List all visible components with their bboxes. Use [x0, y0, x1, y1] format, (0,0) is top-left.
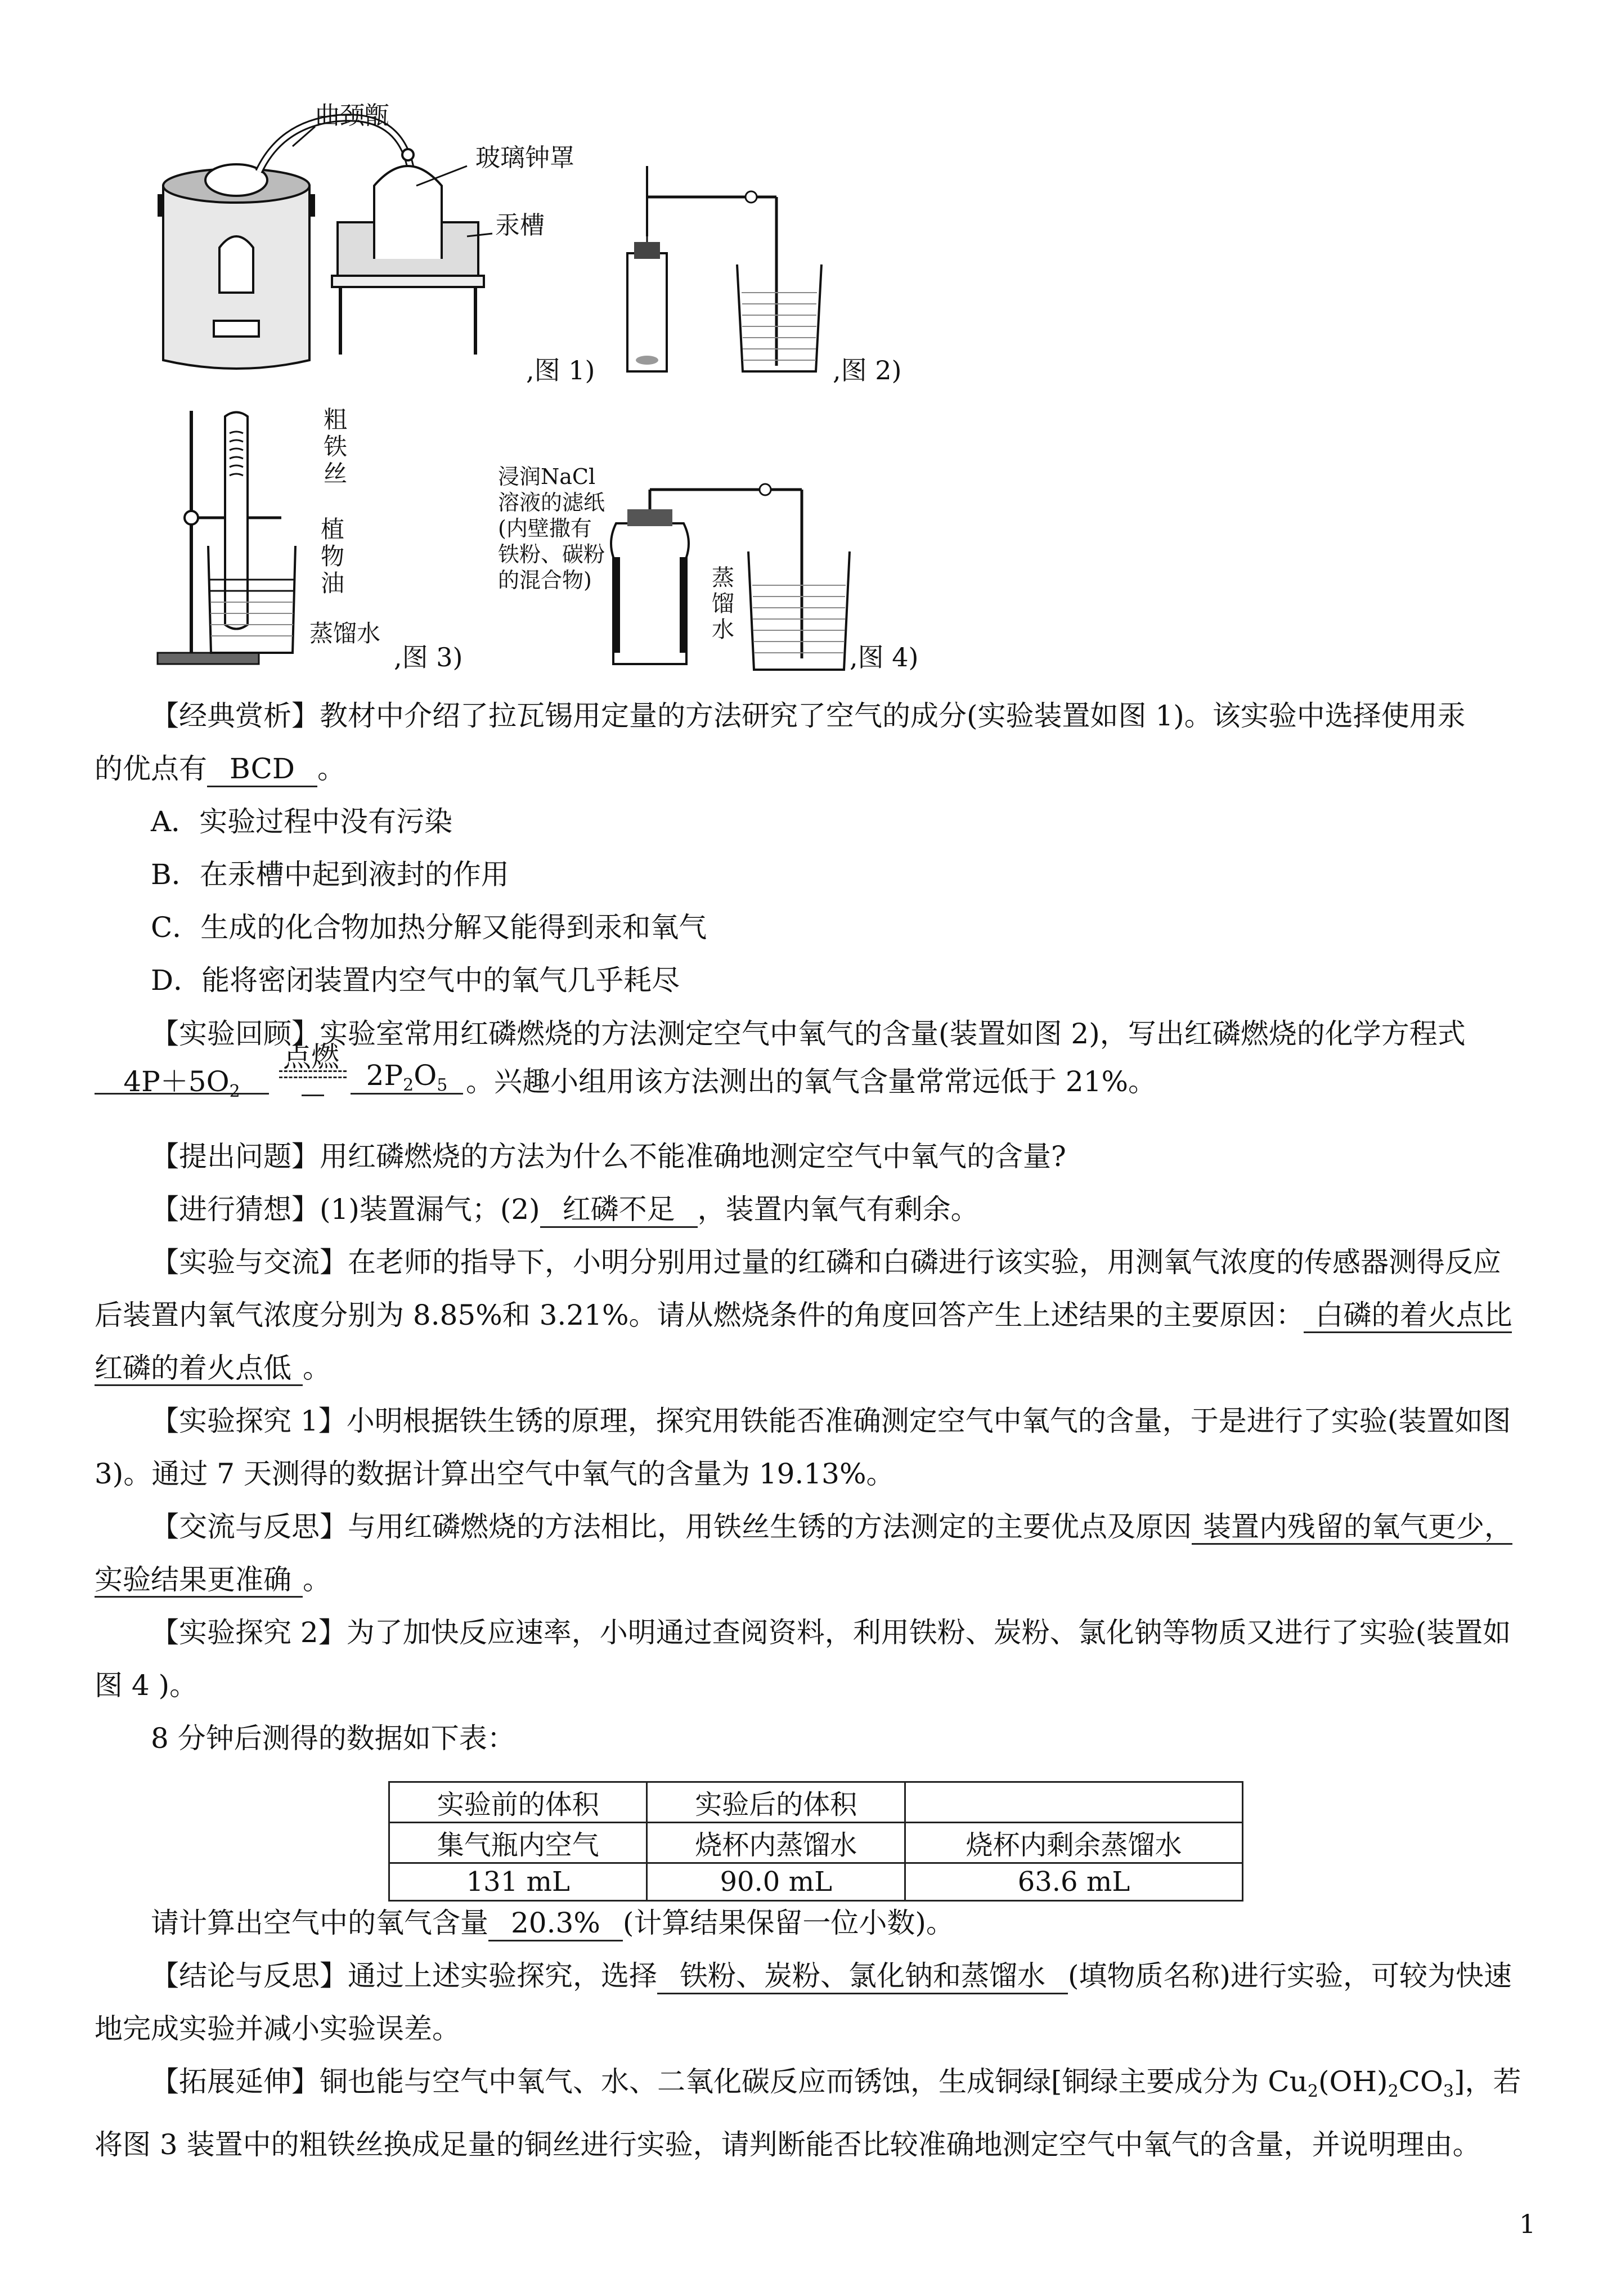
reflect-tag: 【交流与反思】: [151, 1510, 348, 1543]
conclusion-text-2: (填物质名称)进行实验，可较为快速地完成实验并减小实验误差。: [95, 1959, 1512, 2045]
reflect-answer: 装置内残留的氧气更少，实验结果更准确: [95, 1510, 1512, 1598]
label-oil-3: 油: [321, 569, 345, 597]
label-water-1: 蒸: [712, 565, 734, 591]
figure-1-caption: ,图 1): [526, 355, 595, 385]
label-wire-1: 粗: [324, 406, 348, 433]
figure-2-caption: ,图 2): [833, 355, 902, 385]
exchange-text: 在老师的指导下，小明分别用过量的红磷和白磷进行该实验，用测氧气浓度的传感器测得反应后装置内氧气浓度分别为 8.85%和 3.21%。请从燃烧条件的角度回答产生上述结果的主要原因：: [95, 1246, 1501, 1331]
section-explore-1: [95, 1394, 1526, 1500]
option-b: B．在汞槽中起到液封的作用: [151, 858, 509, 891]
guess-text-2: ，装置内氧气有剩余。: [697, 1193, 979, 1226]
figure-2-red-phosphorus-apparatus: [596, 163, 833, 388]
table-cell: 131 mL: [389, 1863, 647, 1901]
label-wire-3: 丝: [324, 460, 348, 487]
option-c: C．生成的化合物加热分解又能得到汞和氧气: [151, 911, 707, 944]
guess-answer: 红磷不足: [540, 1192, 698, 1228]
table-cell: 实验后的体积: [647, 1782, 905, 1823]
extend-text-2: (OH): [1318, 2065, 1388, 2098]
table-cell: 90.0 mL: [647, 1863, 905, 1901]
page-number: 1: [1519, 2209, 1536, 2239]
table-cell: 实验前的体积: [389, 1782, 647, 1823]
section-classic: [95, 689, 1526, 742]
label-oil-1: 植: [321, 515, 345, 543]
exchange-answer: 白磷的着火点比红磷的着火点低: [95, 1299, 1512, 1386]
extend-sub-2: 2: [1387, 2082, 1399, 2101]
label-water-3: 水: [712, 617, 734, 643]
review-after: 。兴趣小组用该方法测出的氧气含量常常远低于 21%。: [466, 1065, 1157, 1098]
section-review: [95, 976, 1526, 1050]
section-conclusion: [95, 1949, 1526, 2055]
table-row: [389, 1863, 1243, 1901]
figure-3-iron-wire-apparatus: [152, 405, 388, 670]
conclusion-tag: 【结论与反思】: [151, 1959, 348, 1992]
label-distilled-water: 蒸馏水: [309, 620, 381, 647]
label-wire-2: 铁: [324, 433, 348, 460]
label-paper-1: 浸润NaCl: [498, 464, 596, 489]
section-guess: [95, 1183, 1526, 1236]
table-cell: 烧杯内剩余蒸馏水: [905, 1823, 1242, 1863]
label-mercury-trough: 汞槽: [495, 211, 545, 240]
classic-tag: 【经典赏析】: [151, 699, 320, 732]
table-cell: 63.6 mL: [905, 1863, 1242, 1901]
explore2-text: 为了加快反应速率，小明通过查阅资料，利用铁粉、炭粉、氯化钠等物质又进行了实验(装置如图 4 )。: [95, 1616, 1511, 1702]
explore2-tag: 【实验探究 2】: [151, 1616, 347, 1649]
classic-prompt: 的优点有: [95, 752, 207, 785]
explore1-text: 小明根据铁生锈的原理，探究用铁能否准确测定空气中氧气的含量，于是进行了实验(装置如图 3)。通过 7 天测得的数据计算出空气中氧气的含量为 19.13%。: [95, 1405, 1511, 1490]
label-bell-jar: 玻璃钟罩: [475, 144, 574, 172]
extend-text-1: 铜也能与空气中氧气、水、二氧化碳反应而锈蚀，生成铜绿[铜绿主要成分为 Cu: [320, 2065, 1308, 2098]
classic-answer-line: [95, 742, 345, 795]
section-calc: [151, 1896, 954, 1949]
section-extend: [95, 2055, 1526, 2171]
reflect-end: 。: [303, 1563, 331, 1596]
data-intro: 8 分钟后测得的数据如下表：: [151, 1722, 515, 1755]
calc-text-2: (计算结果保留一位小数)。: [622, 1907, 954, 1939]
label-paper-3: (内壁撒有: [498, 516, 592, 541]
equation-equals-sign: [279, 1070, 347, 1078]
question-text: 用红磷燃烧的方法为什么不能准确地测定空气中氧气的含量?: [320, 1140, 1066, 1173]
section-exchange: [95, 1236, 1526, 1394]
review-tag: 【实验回顾】: [151, 1017, 320, 1050]
review-text: 实验室常用红磷燃烧的方法测定空气中氧气的含量(装置如图 2)，写出红磷燃烧的化学方程式: [320, 1017, 1466, 1050]
calc-answer: 20.3%: [488, 1906, 623, 1941]
section-question: [95, 1130, 1526, 1183]
equation-underline-mark: [302, 1095, 324, 1096]
table-cell: 烧杯内蒸馏水: [647, 1823, 905, 1863]
extend-sub-1: 2: [1307, 2082, 1318, 2101]
calc-text-1: 请计算出空气中的氧气含量: [151, 1907, 488, 1939]
exchange-end: 。: [303, 1352, 331, 1384]
figure-4-caption: ,图 4): [850, 642, 919, 672]
table-cell: [905, 1782, 1242, 1823]
option-d: D．能将密闭装置内空气中的氧气几乎耗尽: [151, 964, 680, 997]
chemical-equation: [95, 1024, 1501, 1109]
classic-text: 教材中介绍了拉瓦锡用定量的方法研究了空气的成分(实验装置如图 1)。该实验中选择使用汞: [320, 699, 1466, 732]
section-reflect: [95, 1500, 1526, 1606]
reflect-text: 与用红磷燃烧的方法相比，用铁丝生锈的方法测定的主要优点及原因: [348, 1510, 1192, 1543]
table-cell: 集气瓶内空气: [389, 1823, 647, 1863]
option-a: A．实验过程中没有污染: [151, 805, 453, 838]
data-table: [388, 1781, 1243, 1902]
classic-end: 。: [317, 752, 346, 785]
table-row: [389, 1823, 1243, 1863]
guess-tag: 【进行猜想】: [151, 1193, 320, 1226]
exchange-tag: 【实验与交流】: [151, 1246, 348, 1279]
guess-text-1: (1)装置漏气；(2): [320, 1193, 540, 1226]
equation-condition: 点燃: [283, 1041, 339, 1073]
label-paper-4: 铁粉、碳粉: [498, 542, 605, 567]
label-paper-2: 溶液的滤纸: [498, 490, 605, 515]
label-water-2: 馏: [712, 591, 734, 617]
classic-answer: BCD: [207, 752, 317, 787]
section-explore-2: [95, 1606, 1526, 1712]
conclusion-answer: 铁粉、炭粉、氯化钠和蒸馏水: [657, 1959, 1068, 1994]
equation-products: $2P_2O_5$: [351, 1059, 463, 1095]
question-tag: 【提出问题】: [151, 1140, 320, 1173]
label-retort: 曲颈甑: [315, 101, 389, 130]
explore1-tag: 【实验探究 1】: [151, 1405, 347, 1437]
label-paper-5: 的混合物): [498, 568, 592, 593]
extend-tag: 【拓展延伸】: [151, 2065, 320, 2098]
conclusion-text-1: 通过上述实验探究，选择: [348, 1959, 657, 1992]
label-oil-2: 物: [321, 542, 345, 570]
extend-text-4: ]，若将图 3 装置中的粗铁丝换成足量的铜丝进行实验，请判断能否比较准确地测定空气中氧气的含量，并说明理由。: [95, 2065, 1521, 2161]
equation-reactants: $4P+5O_2$: [95, 1059, 269, 1095]
extend-text-3: CO: [1398, 2065, 1443, 2098]
table-row: [389, 1782, 1243, 1823]
extend-sub-3: 3: [1443, 2082, 1454, 2101]
figure-3-caption: ,图 3): [394, 642, 463, 672]
